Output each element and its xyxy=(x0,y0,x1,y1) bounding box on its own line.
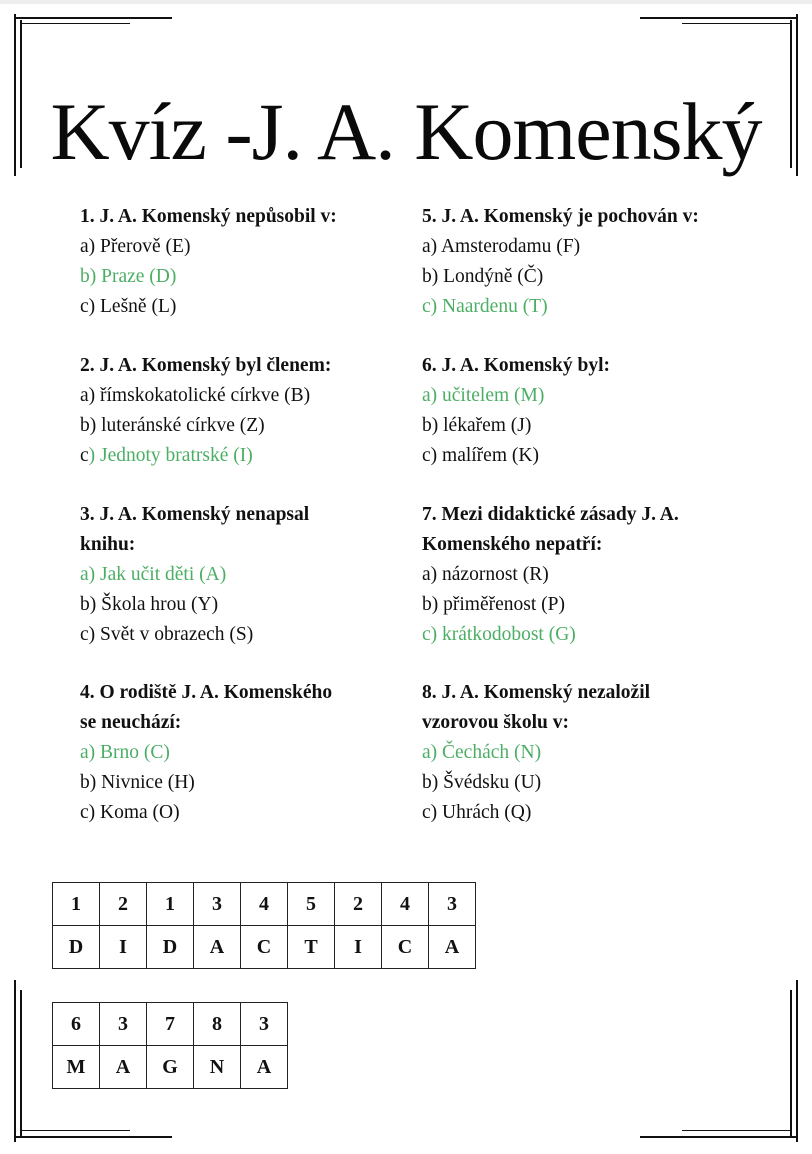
grid-cell: 8 xyxy=(194,1003,241,1046)
answer-option: a) Amsterodamu (F) xyxy=(422,236,581,257)
grid-cell: 3 xyxy=(100,1003,147,1046)
question-heading: 6. J. A. Komenský byl: xyxy=(422,355,610,376)
answer-option: a) Jak učit děti (A) xyxy=(80,564,227,585)
question-heading: 3. J. A. Komenský nenapsal xyxy=(80,504,310,525)
grid-number-row xyxy=(53,1003,288,1046)
grid-cell: C xyxy=(382,926,429,969)
answer-option: a) názornost (R) xyxy=(422,564,549,585)
answer-option: b) lékařem (J) xyxy=(422,415,532,436)
question-heading: 1. J. A. Komenský nepůsobil v: xyxy=(80,206,337,227)
answer-option: a) učitelem (M) xyxy=(422,385,545,406)
grid-cell: 2 xyxy=(335,883,382,926)
answer-option: b) Škola hrou (Y) xyxy=(80,594,219,615)
question-heading: 4. O rodiště J. A. Komenského xyxy=(80,682,333,703)
answer-option: b) Švédsku (U) xyxy=(422,772,542,793)
question-7 xyxy=(422,500,732,650)
question-heading: vzorovou školu v: xyxy=(422,712,569,733)
answer-grid-magna xyxy=(52,1002,288,1089)
grid-letter-row xyxy=(53,926,476,969)
grid-cell: 6 xyxy=(53,1003,100,1046)
page-title: Kvíz -J. A. Komenský xyxy=(50,86,762,177)
answer-option: b) Londýně (Č) xyxy=(422,266,544,287)
question-3 xyxy=(80,500,390,650)
question-8 xyxy=(422,678,732,828)
grid-cell: A xyxy=(429,926,476,969)
grid-cell: 4 xyxy=(382,883,429,926)
question-2 xyxy=(80,351,390,471)
option-prefix: c xyxy=(80,445,89,466)
grid-cell: 7 xyxy=(147,1003,194,1046)
question-heading: 8. J. A. Komenský nezaložil xyxy=(422,682,651,703)
answer-option: c) malířem (K) xyxy=(422,445,539,466)
grid-cell: 5 xyxy=(288,883,335,926)
option-text: ) Jednoty bratrské (I) xyxy=(88,445,253,466)
grid-cell: C xyxy=(241,926,288,969)
grid-cell: M xyxy=(53,1046,100,1089)
grid-cell: 3 xyxy=(429,883,476,926)
answer-option: b) přiměřenost (P) xyxy=(422,594,565,615)
grid-cell: 3 xyxy=(241,1003,288,1046)
grid-cell: 1 xyxy=(53,883,100,926)
answer-option: b) Praze (D) xyxy=(80,266,177,287)
grid-cell: D xyxy=(147,926,194,969)
question-heading: knihu: xyxy=(80,534,136,555)
grid-cell: I xyxy=(335,926,382,969)
question-heading: 7. Mezi didaktické zásady J. A. xyxy=(422,504,679,525)
answer-option: c) Koma (O) xyxy=(80,802,180,823)
grid-cell: 2 xyxy=(100,883,147,926)
grid-cell: I xyxy=(100,926,147,969)
grid-cell: 3 xyxy=(194,883,241,926)
answer-grid-didactica xyxy=(52,882,476,969)
grid-number-row xyxy=(53,883,476,926)
grid-cell: N xyxy=(194,1046,241,1089)
grid-cell: A xyxy=(194,926,241,969)
top-strip xyxy=(0,0,812,4)
answer-option: a) Čechách (N) xyxy=(422,742,542,763)
question-5 xyxy=(422,202,732,322)
grid-cell: 4 xyxy=(241,883,288,926)
answer-option: a) římskokatolické církve (B) xyxy=(80,385,311,406)
question-heading: Komenského nepatří: xyxy=(422,534,603,555)
question-6 xyxy=(422,351,732,471)
question-1 xyxy=(80,202,390,322)
answer-option: a) Přerově (E) xyxy=(80,236,191,257)
answer-option: b) luteránské církve (Z) xyxy=(80,415,265,436)
question-heading: 5. J. A. Komenský je pochován v: xyxy=(422,206,699,227)
answer-option: c) Lešně (L) xyxy=(80,296,177,317)
answer-option: c) Naardenu (T) xyxy=(422,296,548,317)
answer-option xyxy=(80,441,390,471)
answer-option: c) Uhrách (Q) xyxy=(422,802,532,823)
grid-letter-row xyxy=(53,1046,288,1089)
answer-option: c) krátkodobost (G) xyxy=(422,624,576,645)
answer-option: b) Nivnice (H) xyxy=(80,772,195,793)
grid-cell: G xyxy=(147,1046,194,1089)
grid-cell: D xyxy=(53,926,100,969)
answer-option: a) Brno (C) xyxy=(80,742,170,763)
question-4 xyxy=(80,678,390,828)
grid-cell: 1 xyxy=(147,883,194,926)
grid-cell: T xyxy=(288,926,335,969)
question-heading: se neuchází: xyxy=(80,712,182,733)
grid-cell: A xyxy=(100,1046,147,1089)
question-heading: 2. J. A. Komenský byl členem: xyxy=(80,355,332,376)
grid-cell: A xyxy=(241,1046,288,1089)
answer-option: c) Svět v obrazech (S) xyxy=(80,624,254,645)
